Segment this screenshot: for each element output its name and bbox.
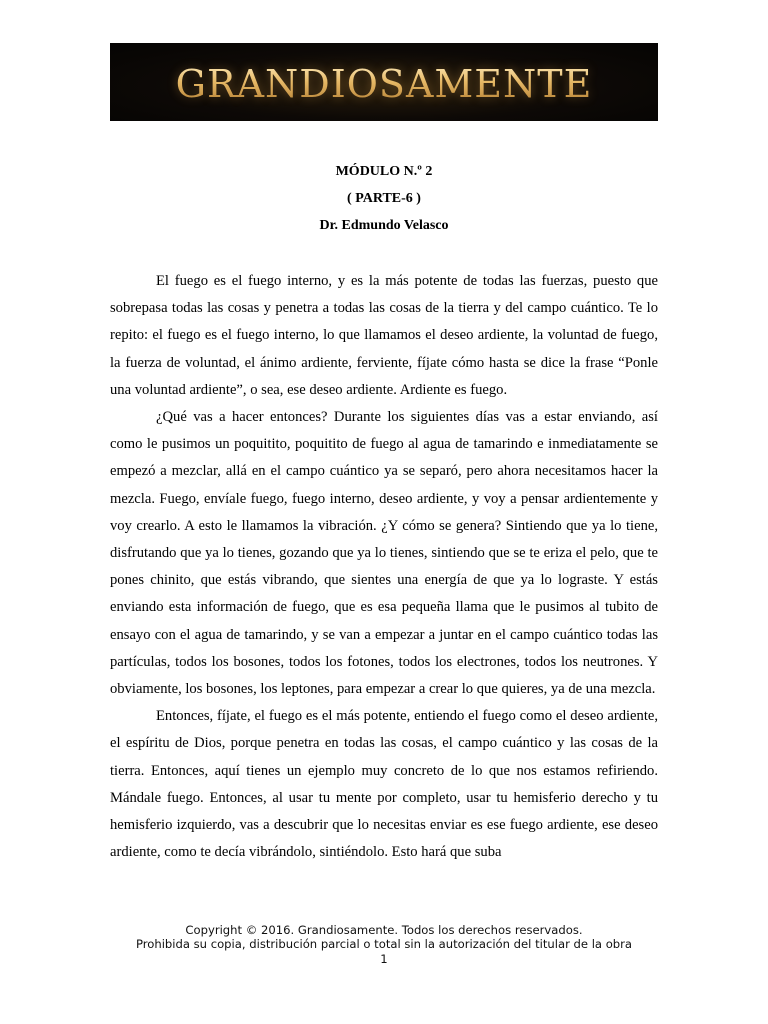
brand-logo-text: GRANDIOSAMENTE	[175, 62, 593, 106]
brand-banner	[110, 43, 658, 121]
paragraph: Entonces, fíjate, el fuego es el más potente, entiendo el fuego como el deseo ardiente, el espíritu de Dios, porque penetra en todas las cosas, el campo cuántico y las cosas de la tierra. Entonces, aquí tienes un ejemplo muy concreto de lo que nos estamos refiriendo. Mándale fuego. Entonces, al usar tu mente por completo, usar tu hemisferio derecho y tu hemisferio izquierdo, vas a descubrir que lo necesitas enviar es ese fuego ardiente, ese deseo ardiente, como te decía vibrándolo, sintiéndolo. Esto hará que suba	[110, 708, 658, 861]
paragraph: El fuego es el fuego interno, y es la más potente de todas las fuerzas, puesto que sobrepasa todas las cosas y penetra a todas las cosas de la tierra y del campo cuántico. Te lo repito: el fuego es el fuego interno, lo que llamamos el deseo ardiente, la voluntad de fuego, la fuerza de voluntad, el ánimo ardiente, ferviente, fíjate cómo hasta se dice la frase “Ponle una voluntad ardiente”, o sea, ese deseo ardiente. Ardiente es fuego.	[110, 273, 658, 398]
paragraph: ¿Qué vas a hacer entonces? Durante los siguientes días vas a estar enviando, así como le pusimos un poquitito, poquitito de fuego al agua de tamarindo e inmediatamente se empezó a mezclar, allá en el campo cuántico ya se separó, pero ahora necesitamos hacer la mezcla. Fuego, envíale fuego, fuego interno, deseo ardiente, y voy a pensar ardientemente y voy crearlo. A esto le llamamos la vibración. ¿Y cómo se genera? Sintiendo que ya lo tiene, disfrutando que ya lo tienes, gozando que ya lo tienes, sintiendo que se te eriza el pelo, que te pones chinito, que estás vibrando, que sientes una energía de que ya lo lograste. Y estás enviando esta información de fuego, que es esa pequeña llama que le pusimos al tubito de ensayo con el agua de tamarindo, y se van a empezar a juntar en el campo cuántico todas las partículas, todos los bosones, todos los fotones, todos los electrones, todos los neutrones. Y obviamente, los bosones, los leptones, para empezar a crear lo que quieres, ya de una mezcla.	[110, 409, 658, 698]
page-number: 1	[380, 952, 388, 966]
module-title: MÓDULO N.º 2	[335, 164, 433, 179]
part-subtitle: ( PARTE-6 )	[347, 191, 421, 206]
author-name: Dr. Edmundo Velasco	[319, 218, 449, 233]
footer-copyright: Copyright © 2016. Grandiosamente. Todos los derechos reservados.	[185, 923, 583, 937]
document-body	[110, 268, 658, 866]
footer-notice: Prohibida su copia, distribución parcial o total sin la autorización del titular de la obra	[135, 937, 633, 951]
